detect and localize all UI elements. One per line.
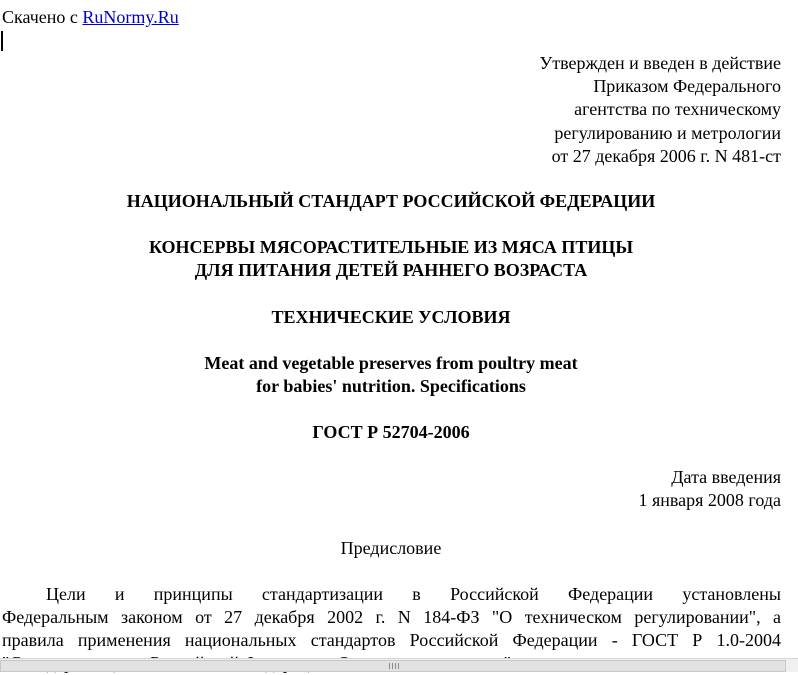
approval-block <box>539 52 781 168</box>
horizontal-scrollbar[interactable] <box>0 658 798 672</box>
source-prefix: Скачено с <box>2 7 83 27</box>
approval-line: регулированию и метрологии <box>554 122 781 143</box>
english-title <box>0 352 782 398</box>
foreword-title: Предисловие <box>340 538 442 558</box>
document-subtitle: ТЕХНИЧЕСКИЕ УСЛОВИЯ <box>271 307 511 327</box>
source-line <box>2 6 179 28</box>
approval-line: Утвержден и введен в действие <box>539 53 781 73</box>
text-cursor <box>1 31 3 51</box>
national-standard-heading: НАЦИОНАЛЬНЫЙ СТАНДАРТ РОССИЙСКОЙ ФЕДЕРАЦИИ <box>126 191 656 211</box>
grip-icon <box>389 663 399 669</box>
paragraph-line: Федеральным законом от 27 декабря 2002 г. N 184-ФЗ "О техническом регулировании", а <box>2 607 781 627</box>
paragraph-line: правила применения национальных стандартов Российской Федерации - ГОСТ Р 1.0-2004 <box>2 630 781 650</box>
introduction-date <box>638 466 781 512</box>
standard-code: ГОСТ Р 52704-2006 <box>312 422 470 442</box>
introduction-date-value: 1 января 2008 года <box>638 490 781 510</box>
document-title-line: ДЛЯ ПИТАНИЯ ДЕТЕЙ РАННЕГО ВОЗРАСТА <box>194 260 588 280</box>
source-link[interactable]: RuNormy.Ru <box>82 7 179 27</box>
scrollbar-thumb[interactable] <box>0 660 786 672</box>
document-title <box>0 236 782 282</box>
document-title-line: КОНСЕРВЫ МЯСОРАСТИТЕЛЬНЫЕ ИЗ МЯСА ПТИЦЫ <box>148 237 634 257</box>
approval-line: Приказом Федерального <box>593 76 781 97</box>
english-title-line: for babies' nutrition. Specifications <box>256 376 526 396</box>
approval-line: от 27 декабря 2006 г. N 481-ст <box>551 145 781 166</box>
introduction-date-label: Дата введения <box>671 467 781 487</box>
english-title-line: Meat and vegetable preserves from poultry meat <box>204 353 578 373</box>
paragraph-line: Цели и принципы стандартизации в Российской Федерации установлены <box>46 584 781 604</box>
approval-line: агентства по техническому <box>574 99 781 120</box>
